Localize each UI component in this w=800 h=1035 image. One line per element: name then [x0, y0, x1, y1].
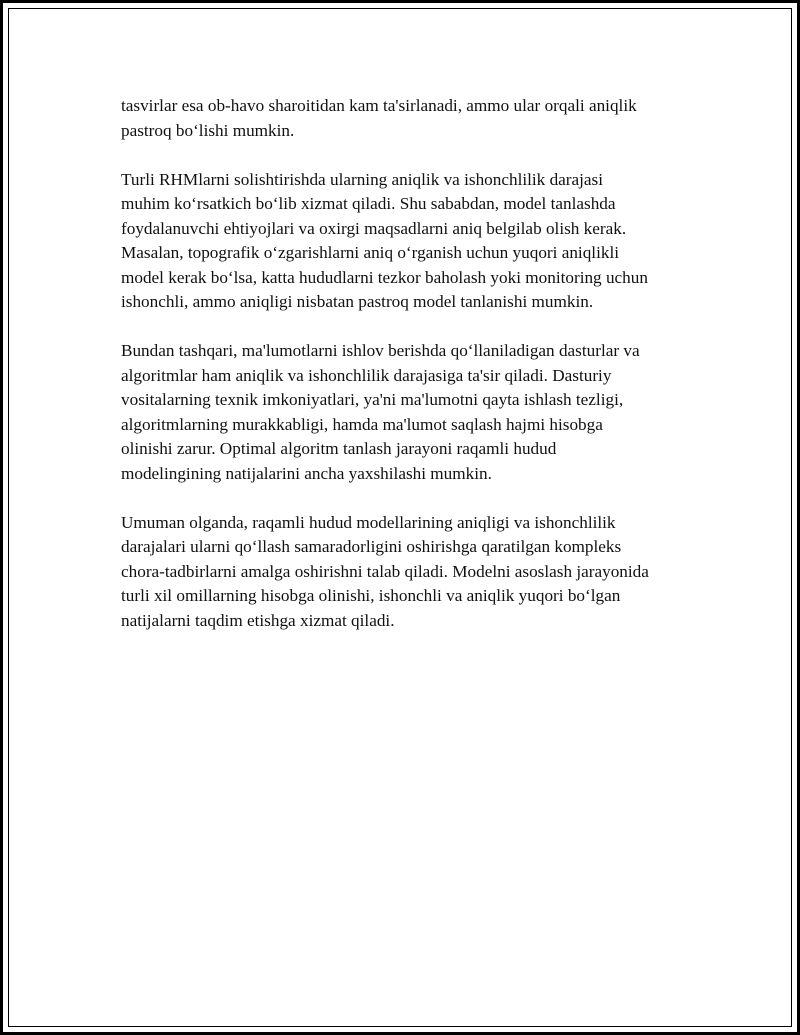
paragraph-2: Turli RHMlarni solishtirishda ularning aniqlik va ishonchlilik darajasi muhim koʻrsatkich boʻlib xizmat qiladi. Shu sababdan, model tanlashda foydalanuvchi ehtiyojlari va oxirgi maqsadlarni aniq belgilab olish kerak. Masalan, topografik oʻzgarishlarni aniq oʻrganish uchun yuqori aniqlikli model kerak boʻlsa, katta hududlarni tezkor baholash yoki monitoring uchun ishonchli, ammo aniqligi nisbatan pastroq model tanlanishi mumkin.: [121, 169, 648, 311]
paragraph-1: tasvirlar esa ob-havo sharoitidan kam ta'sirlanadi, ammo ular orqali aniqlik pastroq boʻlishi mumkin.: [121, 96, 637, 140]
page-body: [121, 94, 711, 658]
paragraph-4: Umuman olganda, raqamli hudud modellarining aniqligi va ishonchlilik darajalari ularni qoʻllash samaradorligini oshirishga qaratilgan kompleks chora-tadbirlarni amalga oshirishni talab qiladi. Modelni asoslash jarayonida turli xil omillarning hisobga olinishi, ishonchli va aniqlik yuqori boʻlgan natijalarni taqdim etishga xizmat qiladi.: [121, 512, 649, 630]
paragraph-3: Bundan tashqari, ma'lumotlarni ishlov berishda qoʻllaniladigan dasturlar va algoritmlar ham aniqlik va ishonchlilik darajasiga ta'sir qiladi. Dasturiy vositalarning texnik imkoniyatlari, ya'ni ma'lumotni qayta ishlash tezligi, algoritmlarning murakkabligi, hamda ma'lumot saqlash hajmi hisobga olinishi zarur. Optimal algoritm tanlash jarayoni raqamli hudud modelingining natijalarini ancha yaxshilashi mumkin.: [121, 341, 640, 483]
